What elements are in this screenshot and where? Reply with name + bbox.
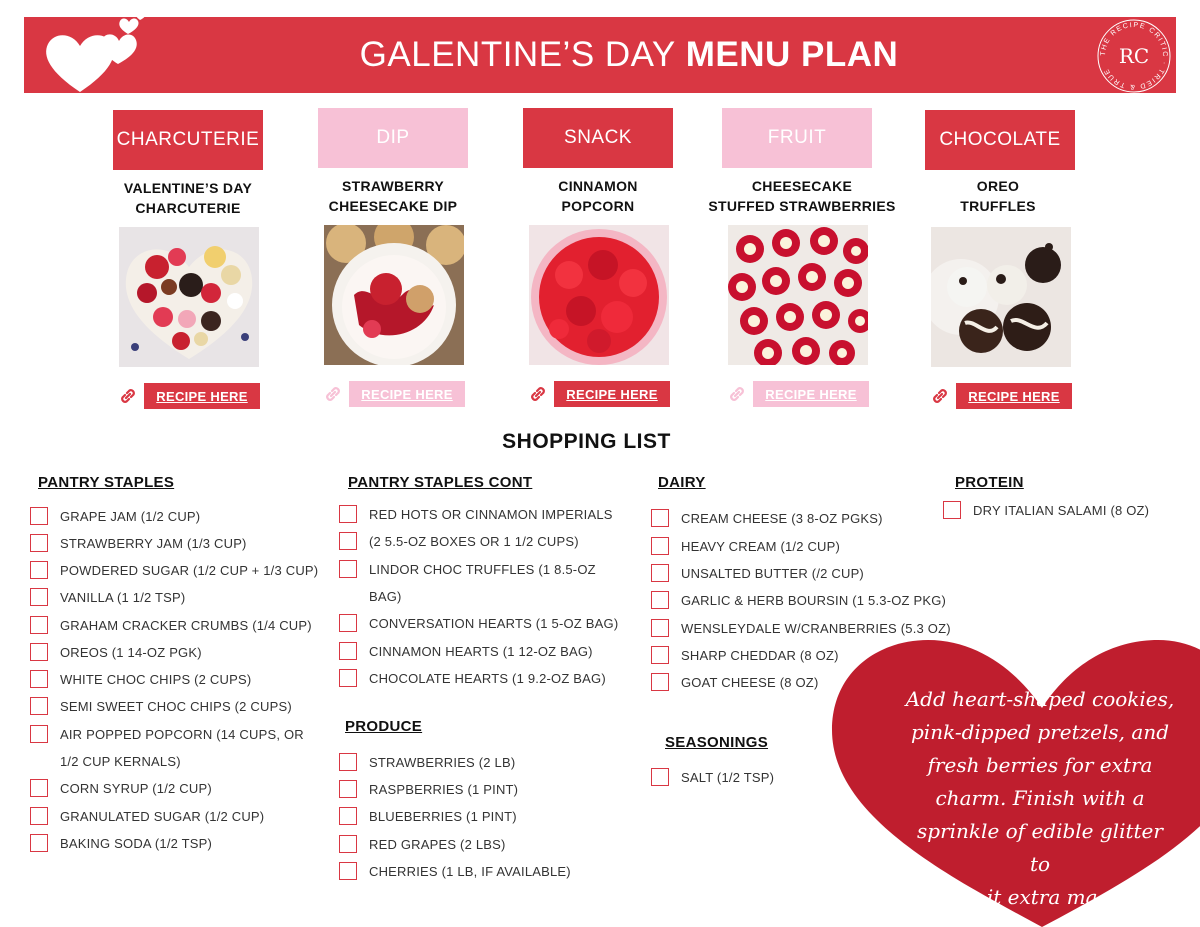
checkbox[interactable] xyxy=(943,501,961,519)
category-charcuterie: CHARCUTERIE xyxy=(113,110,263,170)
svg-text:THE RECIPE CRITIC · TRIED & TR: THE RECIPE CRITIC · TRIED & TRUE xyxy=(1099,21,1169,91)
recipe-here-button[interactable]: RECIPE HERE xyxy=(144,383,260,409)
cheesecake-dip-photo xyxy=(324,225,464,365)
checkbox[interactable] xyxy=(30,616,48,634)
checkbox[interactable] xyxy=(30,561,48,579)
list-item[interactable]: GRAPE JAM (1/2 CUP) xyxy=(30,505,200,527)
svg-text:RC: RC xyxy=(1118,44,1150,68)
list-item[interactable]: WENSLEYDALE W/CRANBERRIES (5.3 OZ) xyxy=(651,617,951,639)
list-item[interactable]: CHOCOLATE HEARTS (1 9.2-OZ BAG) xyxy=(339,667,606,689)
list-item[interactable]: DRY ITALIAN SALAMI (8 OZ) xyxy=(943,499,1149,521)
list-item[interactable]: RASPBERRIES (1 PINT) xyxy=(339,778,518,800)
hearts-decoration-icon xyxy=(40,12,150,96)
link-icon xyxy=(323,384,343,404)
checkbox[interactable] xyxy=(651,619,669,637)
shopping-list-title: SHOPPING LIST xyxy=(502,430,671,453)
list-item[interactable]: GRAHAM CRACKER CRUMBS (1/4 CUP) xyxy=(30,614,312,636)
checkbox[interactable] xyxy=(651,564,669,582)
checkbox[interactable] xyxy=(339,505,357,523)
list-item[interactable]: POWDERED SUGAR (1/2 CUP + 1/3 CUP) xyxy=(30,559,318,581)
list-item[interactable]: (2 5.5-OZ BOXES OR 1 1/2 CUPS) xyxy=(339,530,579,552)
list-item-continued: BAG) xyxy=(369,588,402,604)
list-item[interactable]: BAKING SODA (1/2 TSP) xyxy=(30,832,212,854)
heading-pantry-staples-cont: PANTRY STAPLES CONT xyxy=(348,474,533,491)
list-item[interactable]: SEMI SWEET CHOC CHIPS (2 CUPS) xyxy=(30,695,292,717)
checkbox[interactable] xyxy=(339,560,357,578)
checkbox[interactable] xyxy=(339,807,357,825)
checkbox[interactable] xyxy=(651,768,669,786)
checkbox[interactable] xyxy=(30,534,48,552)
recipe-link-chocolate[interactable] xyxy=(930,383,1072,409)
checkbox[interactable] xyxy=(30,725,48,743)
list-item[interactable]: CONVERSATION HEARTS (1 5-OZ BAG) xyxy=(339,612,618,634)
checkbox[interactable] xyxy=(339,862,357,880)
oreo-truffles-photo xyxy=(931,227,1071,367)
heading-dairy: DAIRY xyxy=(658,474,706,491)
link-icon xyxy=(118,386,138,406)
recipe-link-charcuterie[interactable] xyxy=(118,383,260,409)
checkbox[interactable] xyxy=(30,588,48,606)
header-banner xyxy=(24,17,1176,93)
recipe-here-button[interactable]: RECIPE HERE xyxy=(349,381,465,407)
recipe-link-dip[interactable] xyxy=(323,381,465,407)
cinnamon-popcorn-photo xyxy=(529,225,669,365)
list-item[interactable]: STRAWBERRY JAM (1/3 CUP) xyxy=(30,532,247,554)
recipe-here-button[interactable]: RECIPE HERE xyxy=(753,381,869,407)
list-item[interactable]: AIR POPPED POPCORN (14 CUPS, OR xyxy=(30,723,304,745)
checkbox[interactable] xyxy=(339,614,357,632)
heading-seasonings: SEASONINGS xyxy=(665,734,769,751)
heart-note-text: Add heart-shaped cookies, pink-dipped pretzels, and fresh berries for extra charm. Finish with a sprinkle of edible glitter to make it extra magical! xyxy=(905,687,1175,909)
recipe-here-button[interactable]: RECIPE HERE xyxy=(956,383,1072,409)
page-title-bold: MENU PLAN xyxy=(685,35,899,74)
list-item[interactable]: SHARP CHEDDAR (8 OZ) xyxy=(651,644,839,666)
list-item[interactable]: SALT (1/2 TSP) xyxy=(651,766,774,788)
category-fruit: FRUIT xyxy=(722,108,872,168)
list-item[interactable]: HEAVY CREAM (1/2 CUP) xyxy=(651,535,840,557)
category-dip: DIP xyxy=(318,108,468,168)
page-title xyxy=(24,17,1200,93)
list-item[interactable]: GOAT CHEESE (8 OZ) xyxy=(651,671,818,693)
heading-pantry-staples: PANTRY STAPLES xyxy=(38,474,175,491)
checkbox[interactable] xyxy=(30,807,48,825)
category-snack: SNACK xyxy=(523,108,673,168)
recipe-critic-logo xyxy=(1094,16,1174,96)
recipe-name-chocolate: OREO TRUFFLES xyxy=(960,178,1036,214)
checkbox[interactable] xyxy=(651,537,669,555)
checkbox[interactable] xyxy=(339,532,357,550)
category-chocolate: CHOCOLATE xyxy=(925,110,1075,170)
checkbox[interactable] xyxy=(30,643,48,661)
list-item-continued: 1/2 CUP KERNALS) xyxy=(60,753,181,769)
charcuterie-board-photo xyxy=(119,227,259,367)
checkbox[interactable] xyxy=(30,779,48,797)
recipe-link-snack[interactable] xyxy=(528,381,670,407)
checkbox[interactable] xyxy=(339,669,357,687)
checkbox[interactable] xyxy=(339,753,357,771)
link-icon xyxy=(528,384,548,404)
list-item[interactable]: CINNAMON HEARTS (1 12-OZ BAG) xyxy=(339,640,593,662)
link-icon xyxy=(930,386,950,406)
recipe-name-snack: CINNAMON POPCORN xyxy=(558,178,638,214)
list-item[interactable]: OREOS (1 14-OZ PGK) xyxy=(30,641,202,663)
checkbox[interactable] xyxy=(339,780,357,798)
checkbox[interactable] xyxy=(339,642,357,660)
link-icon xyxy=(727,384,747,404)
recipe-name-dip: STRAWBERRY CHEESECAKE DIP xyxy=(328,178,458,214)
page-title-light: GALENTINE’S DAY xyxy=(359,35,676,74)
list-item[interactable]: WHITE CHOC CHIPS (2 CUPS) xyxy=(30,668,251,690)
list-item[interactable]: RED GRAPES (2 LBS) xyxy=(339,833,506,855)
checkbox[interactable] xyxy=(339,835,357,853)
checkbox[interactable] xyxy=(30,670,48,688)
checkbox[interactable] xyxy=(651,673,669,691)
list-item[interactable]: RED HOTS OR CINNAMON IMPERIALS xyxy=(339,503,613,525)
recipe-link-fruit[interactable] xyxy=(727,381,869,407)
list-item[interactable]: UNSALTED BUTTER (/2 CUP) xyxy=(651,562,864,584)
recipe-here-button[interactable]: RECIPE HERE xyxy=(554,381,670,407)
list-item[interactable]: STRAWBERRIES (2 LB) xyxy=(339,751,515,773)
list-item[interactable]: VANILLA (1 1/2 TSP) xyxy=(30,586,185,608)
checkbox[interactable] xyxy=(651,509,669,527)
list-item[interactable]: BLUEBERRIES (1 PINT) xyxy=(339,805,517,827)
list-item[interactable]: GARLIC & HERB BOURSIN (1 5.3-OZ PKG) xyxy=(651,589,946,611)
list-item[interactable]: LINDOR CHOC TRUFFLES (1 8.5-OZ xyxy=(339,558,596,580)
recipe-name-charcuterie: VALENTINE’S DAY CHARCUTERIE xyxy=(123,180,253,216)
checkbox[interactable] xyxy=(30,507,48,525)
heading-protein: PROTEIN xyxy=(955,474,1024,491)
list-item[interactable]: CREAM CHEESE (3 8-OZ PGKS) xyxy=(651,507,883,529)
list-item[interactable]: CORN SYRUP (1/2 CUP) xyxy=(30,777,212,799)
recipe-name-fruit: CHEESECAKE STUFFED STRAWBERRIES xyxy=(708,178,896,214)
list-item[interactable]: GRANULATED SUGAR (1/2 CUP) xyxy=(30,805,264,827)
checkbox[interactable] xyxy=(30,834,48,852)
heading-produce: PRODUCE xyxy=(345,718,423,735)
list-item[interactable]: CHERRIES (1 LB, IF AVAILABLE) xyxy=(339,860,571,882)
stuffed-strawberries-photo xyxy=(728,225,868,365)
checkbox[interactable] xyxy=(30,697,48,715)
checkbox[interactable] xyxy=(651,591,669,609)
checkbox[interactable] xyxy=(651,646,669,664)
